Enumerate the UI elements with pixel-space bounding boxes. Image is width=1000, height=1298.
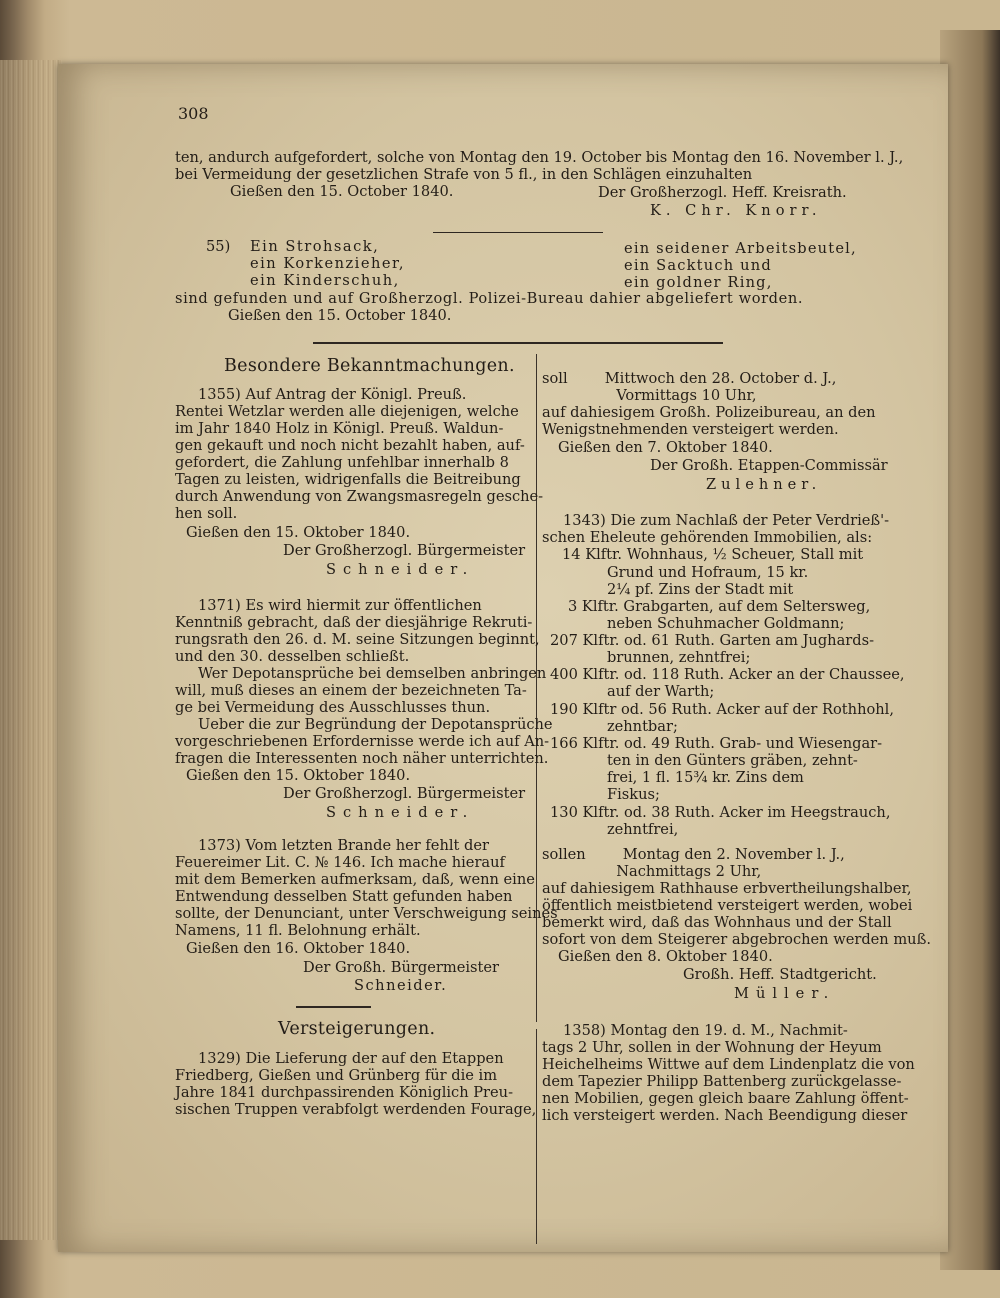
text-line: rungsrath den 26. d. M. seine Sitzungen beginnt, (175, 631, 540, 648)
text-line: 3 Klftr. Grabgarten, auf dem Seltersweg, (568, 598, 871, 615)
text-line: 1371) Es wird hiermit zur öffentlichen (198, 597, 482, 614)
text-line: ge bei Vermeidung des Ausschlusses thun. (175, 699, 491, 716)
signature-name: Schneider. (326, 561, 475, 578)
text-line: 1329) Die Lieferung der auf den Etappen (198, 1050, 504, 1067)
text-line: vorgeschriebenen Erfordernisse werde ich auf An- (175, 733, 550, 750)
page-number: 308 (178, 104, 209, 123)
signature-name: Schneider. (326, 804, 475, 821)
text-line: 14 Klftr. Wohnhaus, ½ Scheuer, Stall mit (562, 546, 864, 563)
text-line: und den 30. desselben schließt. (175, 648, 410, 665)
text-line: Ueber die zur Begründung der Depotansprüche (198, 716, 553, 733)
signature-title: Der Großherzogl. Heff. Kreisrath. (598, 184, 847, 201)
notice-date: Gießen den 7. Oktober 1840. (558, 439, 773, 456)
text-line: mit dem Bemerken aufmerksam, daß, wenn eine (175, 871, 535, 888)
text-line: 166 Klftr. od. 49 Ruth. Grab- und Wiesengar- (550, 735, 883, 752)
signature-title: Großh. Heff. Stadtgericht. (683, 966, 877, 983)
text-line: sischen Truppen verabfolgt werdenden Fourage, (175, 1101, 537, 1118)
text-line: nen Mobilien, gegen gleich baare Zahlung öffent- (542, 1090, 909, 1107)
text-line: gen gekauft und noch nicht bezahlt haben, auf- (175, 437, 525, 454)
book-spine-edge (0, 60, 62, 1240)
separator-rule (433, 232, 603, 233)
notice-date: Gießen den 15. Oktober 1840. (186, 524, 411, 541)
notice-date: Gießen den 15. October 1840. (230, 183, 454, 200)
section-heading: Versteigerungen. (278, 1019, 436, 1039)
text-line: auf dahiesigem Rathhause erbvertheilungshalber, (542, 880, 912, 897)
text-line: hen soll. (175, 505, 238, 522)
notice-date: Gießen den 16. Oktober 1840. (186, 940, 411, 957)
signature-name: Schneider. (354, 977, 448, 994)
text-line: Jahre 1841 durchpassirenden Königlich Preu- (175, 1084, 514, 1101)
text-line: öffentlich meistbietend versteigert werden, wobei (542, 897, 913, 914)
text-line: frei, 1 fl. 15¾ kr. Zins dem (542, 769, 804, 786)
text-line: dem Tapezier Philipp Battenberg zurückgelasse- (542, 1073, 902, 1090)
text-line: auf dahiesigem Großh. Polizeibureau, an den (542, 404, 876, 421)
text-line: 1373) Vom letzten Brande her fehlt der (198, 837, 489, 854)
lost-item: ein seidener Arbeitsbeutel, (624, 240, 857, 257)
notice-date: Gießen den 8. Oktober 1840. (558, 948, 773, 965)
text-line: sofort von dem Steigerer abgebrochen werden muß. (542, 931, 931, 948)
lost-item: ein Korkenzieher, (250, 255, 406, 272)
text-line: Heichelheims Wittwe auf dem Lindenplatz die von (542, 1056, 915, 1073)
text-line: 130 Klftr. od. 38 Ruth. Acker im Heegstrauch, (550, 804, 891, 821)
text-line: Nachmittags 2 Uhr, (542, 863, 762, 880)
text-line: tags 2 Uhr, sollen in der Wohnung der Heyum (542, 1039, 882, 1056)
text-line: Grund und Hofraum, 15 kr. (542, 564, 809, 581)
text-line: neben Schuhmacher Goldmann; (542, 615, 845, 632)
notice-date: Gießen den 15. October 1840. (228, 307, 452, 324)
text-line: Tagen zu leisten, widrigenfalls die Beitreibung (175, 471, 521, 488)
text-line: Friedberg, Gießen und Grünberg für die im (175, 1067, 498, 1084)
text-line: soll Mittwoch den 28. October d. J., (542, 370, 837, 387)
text-line: 2¼ pf. Zins der Stadt mit (542, 581, 794, 598)
text-line: ten in den Günters gräben, zehnt- (542, 752, 858, 769)
signature-title: Der Großh. Etappen-Commissär (650, 457, 888, 474)
text-line: Namens, 11 fl. Belohnung erhält. (175, 922, 421, 939)
text-line: sollte, der Denunciant, unter Verschweigung seines (175, 905, 558, 922)
text-line: auf der Warth; (542, 683, 715, 700)
facing-page-edge (940, 30, 1000, 1270)
section-heading: Besondere Bekanntmachungen. (224, 356, 515, 376)
text-line: gefordert, die Zahlung unfehlbar innerhalb 8 (175, 454, 509, 471)
text-line: Wenigstnehmenden versteigert werden. (542, 421, 839, 438)
text-line: brunnen, zehntfrei; (542, 649, 751, 666)
text-line: bei Vermeidung der gesetzlichen Strafe von 5 fl., in den Schlägen einzuhalten (175, 166, 753, 183)
printed-page (58, 64, 948, 1252)
signature-name: Müller. (734, 985, 836, 1002)
text-line: ten, andurch aufgefordert, solche von Montag den 19. October bis Montag den 16. November l. J., (175, 149, 904, 166)
text-line: zehntbar; (542, 718, 678, 735)
text-line: schen Eheleute gehörenden Immobilien, als: (542, 529, 873, 546)
lost-item: ein Kinderschuh, (250, 272, 400, 289)
notice-date: Gießen den 15. Oktober 1840. (186, 767, 411, 784)
text-line: 1358) Montag den 19. d. M., Nachmit- (563, 1022, 848, 1039)
text-line: will, muß dieses an einem der bezeichneten Ta- (175, 682, 527, 699)
text-line: im Jahr 1840 Holz in Königl. Preuß. Waldun- (175, 420, 504, 437)
signature-name: K. Chr. Knorr. (650, 202, 822, 219)
signature-name: Zulehner. (706, 476, 822, 493)
text-line: Feuereimer Lit. C. № 146. Ich mache hierauf (175, 854, 505, 871)
text-line: Rentei Wetzlar werden alle diejenigen, welche (175, 403, 519, 420)
notice-number: 55) (206, 238, 231, 255)
signature-title: Der Großherzogl. Bürgermeister (283, 542, 526, 559)
text-line: Kenntniß gebracht, daß der diesjährige Rekruti- (175, 614, 533, 631)
text-line: Fiskus; (542, 786, 660, 803)
text-line: 400 Klftr. od. 118 Ruth. Acker an der Chaussee, (550, 666, 905, 683)
column-divider (536, 1029, 537, 1244)
lost-item: Ein Strohsack, (250, 238, 380, 255)
lost-item: ein goldner Ring, (624, 274, 773, 291)
text-line: durch Anwendung von Zwangsmasregeln gesche- (175, 488, 544, 505)
text-line: Wer Depotansprüche bei demselben anbringen (198, 665, 547, 682)
text-line: 1355) Auf Antrag der Königl. Preuß. (198, 386, 467, 403)
section-rule (296, 1006, 371, 1008)
text-line: 207 Klftr. od. 61 Ruth. Garten am Jughards- (550, 632, 875, 649)
text-line: 1343) Die zum Nachlaß der Peter Verdrieß'- (563, 512, 890, 529)
section-rule (313, 342, 723, 344)
text-line: fragen die Interessenten noch näher unterrichten. (175, 750, 549, 767)
text-line: sollen Montag den 2. November l. J., (542, 846, 845, 863)
text-line: Vormittags 10 Uhr, (542, 387, 757, 404)
text-line: 190 Klftr od. 56 Ruth. Acker auf der Rothhohl, (550, 701, 894, 718)
lost-item: ein Sacktuch und (624, 257, 772, 274)
text-line: sind gefunden und auf Großherzogl. Polizei-Bureau dahier abgeliefert worden. (175, 290, 804, 307)
text-line: Entwendung desselben Statt gefunden haben (175, 888, 513, 905)
text-line: zehntfrei, (542, 821, 679, 838)
text-line: bemerkt wird, daß das Wohnhaus und der Stall (542, 914, 892, 931)
signature-title: Der Großherzogl. Bürgermeister (283, 785, 526, 802)
text-line: lich versteigert werden. Nach Beendigung dieser (542, 1107, 908, 1124)
signature-title: Der Großh. Bürgermeister (303, 959, 499, 976)
